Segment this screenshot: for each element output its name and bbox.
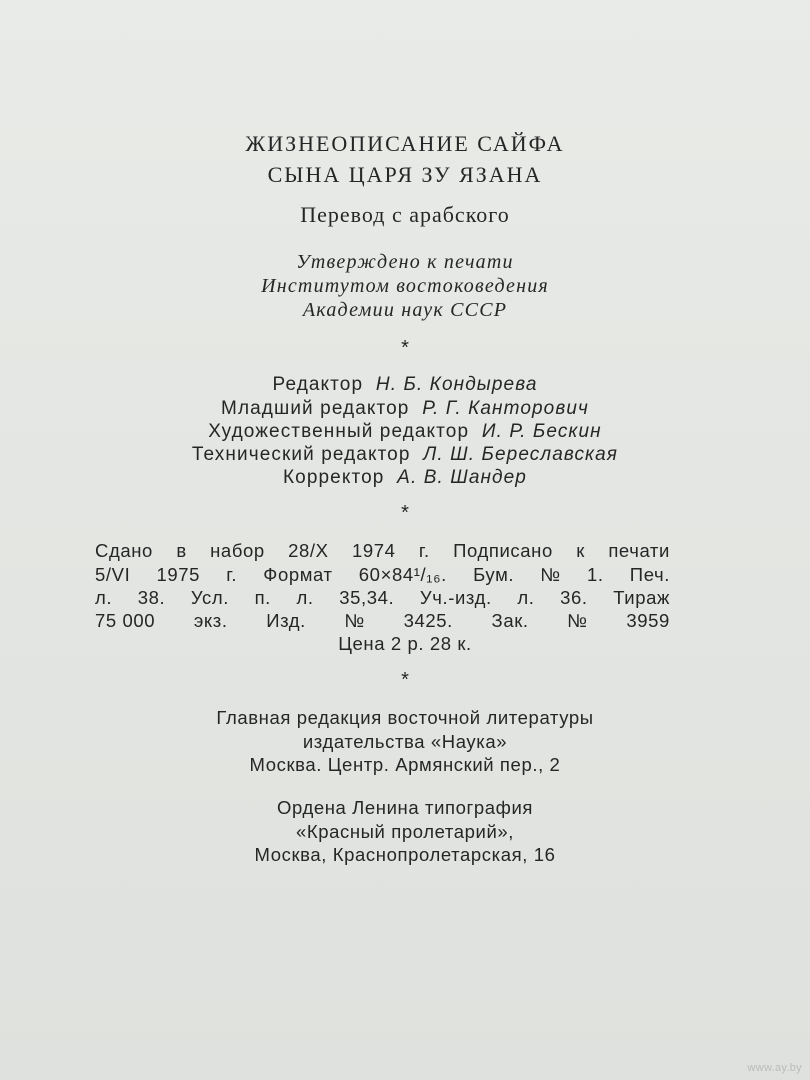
separator-asterisk-1: *: [401, 337, 409, 359]
publisher-line-1: Главная редакция восточной литературы: [216, 707, 594, 728]
imprint-word: Формат: [263, 564, 333, 585]
imprint-word: 28/X: [288, 540, 329, 561]
imprint-word: печати: [608, 540, 670, 561]
credit-role: Корректор: [283, 467, 385, 488]
publisher-line-3: Москва. Центр. Армянский пер., 2: [249, 754, 561, 775]
imprint-word: Уч.-изд.: [419, 587, 492, 608]
credit-name: Л. Ш. Береславская: [423, 444, 619, 465]
credit-role: Редактор: [272, 374, 364, 395]
imprint-word: Сдано: [95, 540, 153, 561]
credit-name: А. В. Шандер: [397, 467, 527, 488]
imprint-word: набор: [210, 540, 265, 561]
credit-role: Художественный редактор: [208, 421, 470, 442]
imprint-word: экз.: [193, 610, 228, 631]
imprint-word: 1974: [351, 540, 396, 561]
imprint-word: в: [176, 540, 187, 561]
book-subtitle: Перевод с арабского: [300, 202, 510, 227]
credit-editor: [0, 375, 810, 394]
imprint-word: г.: [418, 540, 430, 561]
imprint-line-4: [95, 612, 670, 631]
imprint-line-2: [95, 566, 670, 585]
imprint-word: 1.: [586, 564, 604, 585]
credit-technical-editor: [0, 445, 810, 464]
credit-proofreader: [0, 468, 810, 487]
approval-line-3: Академии наук СССР: [302, 299, 508, 321]
imprint-word: №: [344, 610, 365, 631]
publisher-line-2: издательства «Наука»: [302, 731, 508, 752]
imprint-word: Усл.: [190, 587, 229, 608]
imprint-word: №: [540, 564, 561, 585]
approval-line-1: Утверждено к печати: [296, 251, 514, 273]
credit-art-editor: [0, 422, 810, 441]
imprint-line-1: [95, 542, 670, 561]
imprint-line-3: [95, 589, 670, 608]
imprint-word: Зак.: [491, 610, 529, 631]
imprint-price: Цена 2 р. 28 к.: [338, 633, 472, 654]
imprint-word: л.: [296, 587, 314, 608]
credit-name: Р. Г. Канторович: [422, 398, 589, 419]
imprint-word: 38.: [137, 587, 166, 608]
credit-name: И. Р. Бескин: [481, 421, 602, 442]
credit-name: Н. Б. Кондырева: [375, 374, 538, 395]
imprint-word: 36.: [560, 587, 588, 608]
imprint-word: п.: [254, 587, 271, 608]
imprint-word: 3959: [626, 610, 670, 631]
imprint-word: Печ.: [629, 564, 670, 585]
book-title-line-1: ЖИЗНЕОПИСАНИЕ САЙФА: [245, 131, 565, 156]
imprint-word: 3425.: [403, 610, 453, 631]
imprint-word: 75 000: [95, 610, 156, 631]
credit-role: Технический редактор: [191, 444, 411, 465]
approval-line-2: Институтом востоковедения: [261, 275, 549, 297]
imprint-word: л.: [517, 587, 535, 608]
imprint-word: Тираж: [613, 587, 670, 608]
imprint-word: Подписано: [453, 540, 553, 561]
book-title-line-2: СЫНА ЦАРЯ ЗУ ЯЗАНА: [267, 162, 543, 187]
separator-asterisk-3: *: [401, 669, 409, 691]
imprint-word: 5/VI: [95, 564, 131, 585]
imprint-word: Изд.: [266, 610, 306, 631]
imprint-word: к: [576, 540, 585, 561]
site-watermark: www.ay.by: [747, 1062, 802, 1074]
separator-asterisk-2: *: [401, 502, 409, 524]
printer-line-2: «Красный пролетарий»,: [295, 821, 515, 842]
imprint-word: 1975: [156, 564, 201, 585]
printer-line-1: Ордена Ленина типография: [276, 797, 534, 818]
printer-line-3: Москва, Краснопролетарская, 16: [254, 844, 556, 865]
imprint-word: г.: [226, 564, 238, 585]
credit-role: Младший редактор: [221, 398, 410, 419]
imprint-word: Бум.: [473, 564, 515, 585]
imprint-word: 60×84¹/₁₆.: [358, 564, 447, 585]
imprint-word: л.: [95, 587, 113, 608]
imprint-word: №: [567, 610, 588, 631]
imprint-word: 35,34.: [339, 587, 395, 608]
credit-junior-editor: [0, 399, 810, 418]
